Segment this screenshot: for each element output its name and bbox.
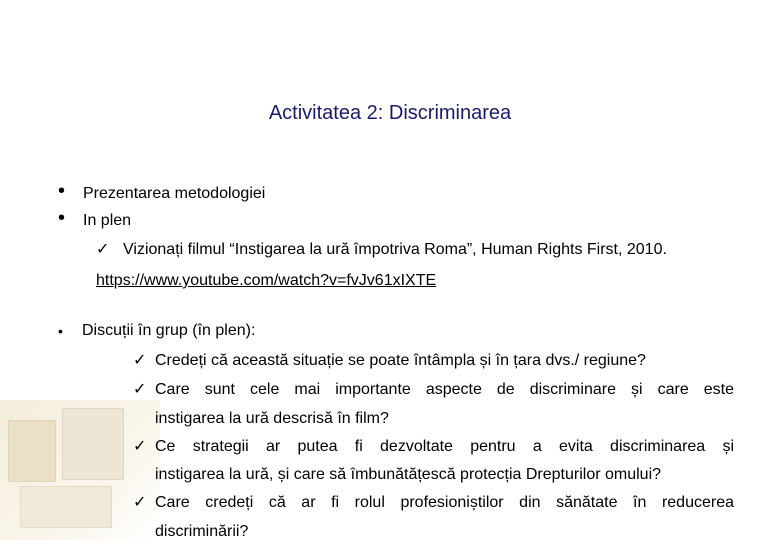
- decor-photo: [20, 486, 112, 528]
- question-3-line-1: Ce strategii ar putea fi dezvoltate pentru a evita discriminarea și: [155, 438, 734, 455]
- question-1: Credeți că această situație se poate întâmpla și în țara dvs./ regiune?: [155, 352, 646, 369]
- question-4-line-1: Care credeți că ar fi rolul profesioniștilor din sănătate în reducerea: [155, 494, 734, 511]
- checkmark-icon: ✓: [133, 438, 147, 455]
- bullet-plenary: In plen: [83, 212, 132, 229]
- question-2-line-1: Care sunt cele mai importante aspecte de discriminare și care este: [155, 381, 734, 398]
- question-3-line-2: instigarea la ură, și care să îmbunătățescă protecția Drepturilor omului?: [155, 466, 662, 483]
- bullet-methodology: Prezentarea metodologiei: [83, 185, 266, 202]
- checkmark-icon: ✓: [96, 241, 110, 258]
- bullet-icon: •: [58, 207, 66, 229]
- checkmark-icon: ✓: [133, 494, 147, 511]
- checkmark-icon: ✓: [133, 352, 147, 369]
- checkmark-icon: ✓: [133, 381, 147, 398]
- bullet-icon: •: [58, 323, 63, 339]
- youtube-link[interactable]: https://www.youtube.com/watch?v=fvJv61xIXTE: [96, 272, 437, 289]
- slide-title: Activitatea 2: Discriminarea: [268, 102, 512, 124]
- bullet-group-discussion: Discuții în grup (în plen):: [82, 322, 256, 339]
- decor-photo: [62, 408, 124, 480]
- decor-photo: [8, 420, 56, 482]
- bullet-icon: •: [58, 180, 66, 202]
- question-4-line-2: discriminării?: [155, 523, 249, 540]
- video-instruction: Vizionați filmul “Instigarea la ură împotriva Roma”, Human Rights First, 2010.: [123, 241, 667, 258]
- question-2-line-2: instigarea la ură descrisă în film?: [155, 410, 389, 427]
- background-decoration: [0, 400, 160, 540]
